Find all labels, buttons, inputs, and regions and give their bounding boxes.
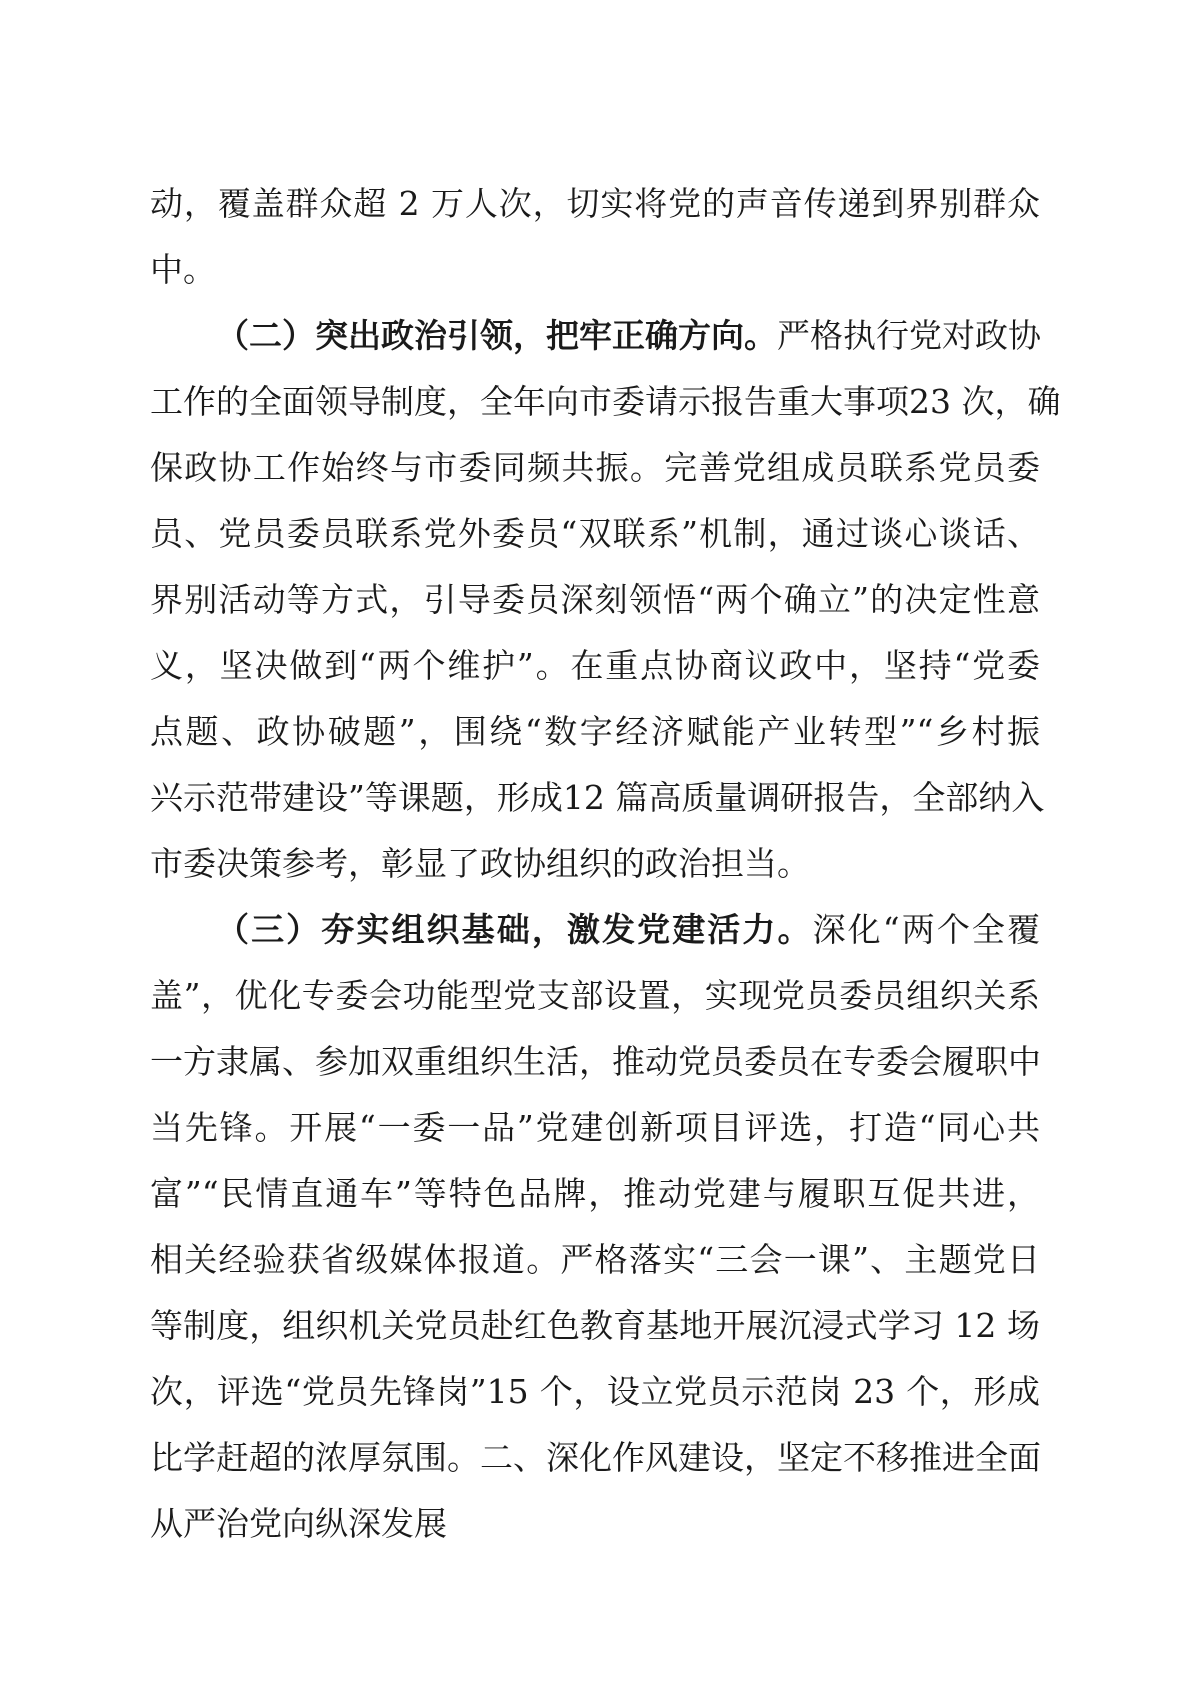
paragraph-2	[150, 303, 1061, 897]
text-line: 次，评选“党员先锋岗”15 个，设立党员示范岗 23 个，形成	[150, 1372, 1040, 1411]
document-page	[150, 171, 1061, 1557]
paragraph-3	[150, 897, 1040, 1557]
text-line: 义，坚决做到“两个维护”。在重点协商议政中，坚持“党委	[150, 646, 1040, 685]
text-line: 富”“民情直通车”等特色品牌，推动党建与履职互促共进，	[150, 1174, 1040, 1213]
text-line: 保政协工作始终与市委同频共振。完善党组成员联系党员委	[150, 448, 1040, 487]
text-line: 兴示范带建设”等课题，形成12 篇高质量调研报告，全部纳入	[150, 778, 1045, 817]
heading-line-rest: 严格执行党对政协	[777, 316, 1041, 355]
text-line: 界别活动等方式，引导委员深刻领悟“两个确立”的决定性意	[150, 580, 1040, 619]
text-line: 比学赶超的浓厚氛围。二、深化作风建设，坚定不移推进全面	[150, 1438, 1041, 1477]
paragraph-1	[150, 171, 1040, 303]
text-line: 工作的全面领导制度，全年向市委请示报告重大事项23 次，确	[150, 382, 1061, 421]
text-line: 点题、政协破题”，围绕“数字经济赋能产业转型”“乡村振	[150, 712, 1040, 751]
text-line: 一方隶属、参加双重组织生活，推动党员委员在专委会履职中	[150, 1042, 1041, 1081]
text-line: 员、党员委员联系党外委员“双联系”机制，通过谈心谈话、	[150, 514, 1040, 553]
text-line: 盖”，优化专委会功能型党支部设置，实现党员委员组织关系	[150, 976, 1040, 1015]
text-line	[150, 897, 1040, 963]
section-heading: （二）突出政治引领，把牢正确方向。	[216, 316, 777, 355]
section-heading: （三）夯实组织基础，激发党建活力。	[216, 910, 813, 949]
text-line: 中。	[150, 250, 216, 289]
text-line: 相关经验获省级媒体报道。严格落实“三会一课”、主题党日	[150, 1240, 1040, 1279]
text-line: 动，覆盖群众超 2 万人次，切实将党的声音传递到界别群众	[150, 184, 1040, 223]
text-line: 当先锋。开展“一委一品”党建创新项目评选，打造“同心共	[150, 1108, 1040, 1147]
heading-line-rest: 深化“两个全覆	[812, 910, 1041, 949]
text-line: 市委决策参考，彰显了政协组织的政治担当。	[150, 844, 810, 883]
text-line: 等制度，组织机关党员赴红色教育基地开展沉浸式学习 12 场	[150, 1306, 1040, 1345]
text-line: 从严治党向纵深发展	[150, 1504, 447, 1543]
text-line	[150, 303, 1040, 369]
